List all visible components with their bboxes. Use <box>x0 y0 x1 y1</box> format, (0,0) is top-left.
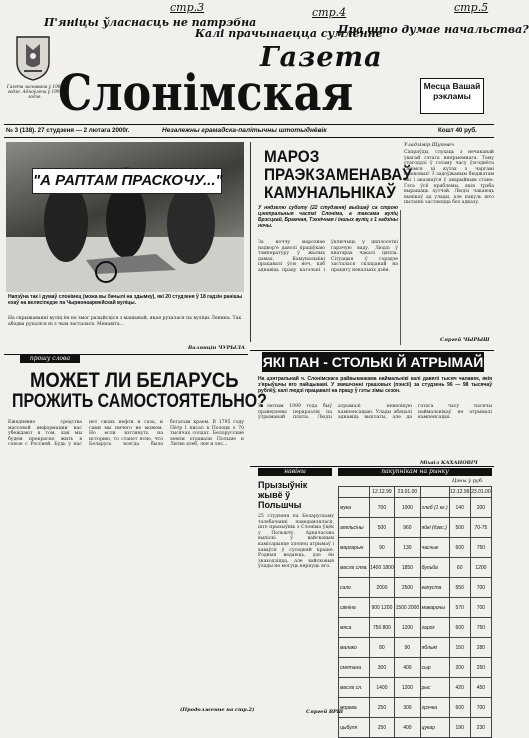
market-item-name: свініна <box>339 598 370 618</box>
market-item-name-2: бульба <box>420 558 449 578</box>
market-price-dec-2: 190 <box>449 718 470 738</box>
market-price-jan: 1000 <box>395 498 420 518</box>
market-price-jan-2: 750 <box>470 618 491 638</box>
market-item-name-2: грэчка <box>420 698 449 718</box>
market-price-dec: 700 <box>369 498 394 518</box>
accident-photo <box>6 142 244 292</box>
market-price-jan: 130 <box>395 538 420 558</box>
article5-kicker: навіны <box>258 468 332 476</box>
market-item-name: апельсіны <box>339 518 370 538</box>
article4-body: Ежедневно средства массовой информации нас убеждают в том, как мы будем прекрасно жить в союзе с Россией. Будь у нас нет своих нефти и газа, и сами мы ничего не можем. Но если взглянуть на историю, то станет ясно, что Беларусь всегда была богатым краем. В 1795 году Пётр I писал в Полоцк о 70 тысячах солдат. Белорусские земли отдавали Польше и Литве хлеб, лен и лес... <box>8 420 244 448</box>
market-price-dec-2: 60 <box>449 558 470 578</box>
market-price-dec: 80 <box>369 638 394 658</box>
market-date-1: 12.12.99 <box>369 487 394 498</box>
article2-body: За ноччу марознае надвор'е даволі праціўкаю тэмпературу ў жылых дамах. Камунальнікі працавалі ўсю ноч, каб аднавіць працу катэльні і ўключыць у цяплосеткі гарачую ваду. Людзі ў кватэрах чакалі цяпла. Сітуацыя ў горадзе засталася складанай на працягу некалькіх дзён. <box>258 240 398 273</box>
table-row <box>339 658 492 678</box>
market-item-name: масла сляв. <box>339 558 370 578</box>
article3-author: Міхаіл КАХАНОВІЧ <box>420 460 478 466</box>
market-price-dec: 250 <box>369 718 394 738</box>
market-date-1b: 12.12.99 <box>449 487 470 498</box>
table-row <box>339 638 492 658</box>
issue-number: № 3 (138). 27 студзеня — 2 лютага 2000г. <box>6 127 130 134</box>
masthead-gazeta: Газета <box>260 42 383 73</box>
teaser-2-page[interactable]: стр.4 <box>312 6 347 19</box>
right-column-byline: Уладзімір Шукевіч <box>404 142 454 148</box>
market-date-2b: 23.01.00 <box>470 487 491 498</box>
market-price-dec: 90 <box>369 538 394 558</box>
article1-caption: Напэўна так і думаў слонімец (можа вы бачылі на здымку), які 20 студзеня ў 18 гадзін ранішы ехаў на велясіпедзе па Чырвонаармейскай вуліцы. <box>8 294 243 306</box>
market-price-jan-2: 280 <box>470 638 491 658</box>
market-price-dec-2: 500 <box>449 518 470 538</box>
market-item-name-2: хлеб (1 кг.) <box>420 498 449 518</box>
market-price-dec: 1400 <box>369 678 394 698</box>
teaser-1-text[interactable]: П'яніцы ўласнасць не патрэбна <box>44 16 257 29</box>
market-price-dec: 1400 1800 <box>369 558 394 578</box>
market-price-table <box>338 486 492 738</box>
market-price-jan-2: 750 <box>470 538 491 558</box>
teaser-3-text[interactable]: Пра што думае начальства? <box>338 23 529 36</box>
teaser-1-page[interactable]: стр.3 <box>170 1 205 14</box>
article5-title[interactable]: Прызыўнік жывё ў Польшчы <box>258 480 308 510</box>
market-price-jan-2: 700 <box>470 578 491 598</box>
article4-title-line1[interactable]: МОЖЕТ ЛИ БЕЛАРУСЬ <box>30 369 239 392</box>
market-price-dec-2: 600 <box>449 538 470 558</box>
market-price-dec: 900 1200 <box>369 598 394 618</box>
market-item-name-2: капуста <box>420 578 449 598</box>
slogan: Незалежны грамадска-палітычны штотыднёвік <box>162 127 327 134</box>
table-row <box>339 518 492 538</box>
market-item-name: маргарын <box>339 538 370 558</box>
market-item-name: мяса <box>339 618 370 638</box>
article3-title[interactable]: ЯКІ ПАН - СТОЛЬКІ Й АТРЫМАЙ <box>262 354 484 370</box>
market-price-jan: 1850 <box>395 558 420 578</box>
teaser-2-text[interactable]: Калі прачынаецца сумленне <box>195 27 383 40</box>
table-row <box>339 618 492 638</box>
market-price-jan: 1500 2000 <box>395 598 420 618</box>
market-item-name-2: яйкі (дзес.) <box>420 518 449 538</box>
market-price-jan: 2500 <box>395 578 420 598</box>
article1-title[interactable]: "А РАПТАМ ПРАСКОЧУ..." <box>32 168 222 194</box>
market-item-name-2: часнык <box>420 538 449 558</box>
market-subtitle: Цэны ў руб. <box>452 478 484 484</box>
table-row <box>339 558 492 578</box>
market-price-jan-2: 700 <box>470 698 491 718</box>
market-price-jan-2: 250 <box>470 658 491 678</box>
market-item-name: смятана <box>339 658 370 678</box>
market-price-jan: 300 <box>395 698 420 718</box>
market-price-jan: 400 <box>395 718 420 738</box>
market-item-name-2: сыр <box>420 658 449 678</box>
article4-kicker: прошу слова <box>20 355 80 363</box>
market-item-name-2: макароны <box>420 598 449 618</box>
photo-figures-icon <box>6 142 244 292</box>
market-kicker: пакупнікам на рынку <box>338 468 492 476</box>
market-price-jan-2: 450 <box>470 678 491 698</box>
market-price-dec-2: 140 <box>449 498 470 518</box>
article4-title-line2[interactable]: ПРОЖИТЬ САМОСТОЯТЕЛЬНО? <box>12 391 267 412</box>
market-price-dec: 250 <box>369 698 394 718</box>
market-date-2: 23.01.00 <box>395 487 420 498</box>
article1-author: Валянцін ЧУРЫЛА <box>188 345 245 351</box>
market-item-name-2: гарох <box>420 618 449 638</box>
table-row <box>339 538 492 558</box>
market-price-jan: 1200 <box>395 678 420 698</box>
article4-author: (Продолжение на стр.2) <box>180 707 255 713</box>
table-row <box>339 678 492 698</box>
market-price-jan-2: 700 <box>470 598 491 618</box>
article3-lead: На цэнтральнай ч. Слонімскага райвыканкама наймальнікі калі давялі тысяч чалавек, якія з'ярыўшчы яго пайщыкамі. У змяшчэнні грашовых (пэнсіі) за студзень 96 — 98 тысячаў рублёў, калі людзі працавалі на працу ў гэты зімы сезон. <box>258 376 492 394</box>
founded-note: Газета заснавана ў 1908 годзе. Адноўлена ў 1997 годзе. <box>6 84 64 99</box>
table-row <box>339 598 492 618</box>
table-row <box>339 578 492 598</box>
article1-body: На скрыжаванні вуліц ён не змог разыйсціся з машынай, якая рухалася па вуліцы Ленина. Так абодва рухаліся ні з чым засталася. Менавіта... <box>8 316 242 327</box>
market-price-dec-2: 200 <box>449 658 470 678</box>
market-item-name-2: цукар <box>420 718 449 738</box>
market-price-dec: 2000 <box>369 578 394 598</box>
coat-of-arms-icon <box>14 34 52 82</box>
market-price-jan: 960 <box>395 518 420 538</box>
article2-title[interactable]: МАРОЗ ПРАЭКЗАМЕНАВАЎ КАМУНАЛЬНІКАЎ <box>264 147 412 202</box>
market-price-jan: 1200 <box>395 618 420 638</box>
market-item-name-2: рыс <box>420 678 449 698</box>
article3-body: У лютым 1999 года быў праведзены пераразлік па ўтрыманай платы. Людзі атрымалі невялікую кампенсацыю. Улады абяцалі аднавіць выплаты, але да гэтага часу тысячы наймальнікаў не атрымалі кампенсацыі. <box>258 404 492 421</box>
market-price-jan-2: 230 <box>470 718 491 738</box>
market-header-row <box>339 487 492 498</box>
market-price-jan: 400 <box>395 658 420 678</box>
teaser-3-page[interactable]: стр.5 <box>454 1 489 14</box>
market-item-name: масла сл. <box>339 678 370 698</box>
right-column-body: Сапраўды, слухаць з нечаканай увагай гэтага няпрыемнага. Таму стагоддзі ў гэтаму часу ўзгоднёта ганімся ці кутах з чаргамі грашовых! З задоўжаным бюджэтам які і аказваўся ў аварыйным стане. Гэта ўсё праблемы, якія трэба вырашаць хутчэй. Людзі чакаюць вынікаў ад улады, але пакуль што пытанні застаюцца без адказу. <box>404 150 494 206</box>
article2-author: Сяргей ЧЫРЫШ <box>440 337 490 343</box>
article5-author: Сяргей ВРШ <box>306 709 344 715</box>
market-item-name: малако <box>339 638 370 658</box>
market-price-dec: 300 <box>369 658 394 678</box>
market-price-jan-2: 70-75 <box>470 518 491 538</box>
market-price-dec-2: 420 <box>449 678 470 698</box>
article5-body: 25 студзеня па Беларускаму тэлебачанні паведамлялася, што прызыўнік з Слоніма ўцёк у Польшчу. Адначасова выпіскі ў вайсковым камісарыяце хлопец атрымаў і хаваўся ў суседняй краіне. Родныя ведаюць, дзе ён знаходзіцца, але вайсковыя ўлады не могуць вярнуць яго. <box>258 514 334 570</box>
market-price-dec-2: 570 <box>449 598 470 618</box>
market-item-name: морква <box>339 698 370 718</box>
market-price-dec-2: 550 <box>449 578 470 598</box>
table-row <box>339 498 492 518</box>
market-item-name-2: яблыкі <box>420 638 449 658</box>
masthead-title: Слонімская <box>58 63 354 122</box>
market-item-name: цыбуля <box>339 718 370 738</box>
market-price-dec-2: 600 <box>449 698 470 718</box>
table-row <box>339 698 492 718</box>
article2-lead: У нядзелю суботу (22 студзеня) выйшаў са строю цэнтральныя часткі Слоніма, а таксама вуліц Брэсцкай, Брамная, Тэхнічная і іншых вуліц з 1 гадзіны ночы. <box>258 205 398 229</box>
table-row <box>339 718 492 738</box>
market-price-dec: 500 <box>369 518 394 538</box>
market-price-dec: 750 800 <box>369 618 394 638</box>
market-price-jan-2: 200 <box>470 498 491 518</box>
ad-space-badge[interactable]: Месца Вашай рэкламы <box>420 78 484 114</box>
market-price-jan-2: 1200 <box>470 558 491 578</box>
market-price-jan: 90 <box>395 638 420 658</box>
market-item-name: мука <box>339 498 370 518</box>
market-item-name: сало <box>339 578 370 598</box>
market-price-dec-2: 600 <box>449 618 470 638</box>
market-price-dec-2: 150 <box>449 638 470 658</box>
price: Кошт 40 руб. <box>438 127 477 134</box>
